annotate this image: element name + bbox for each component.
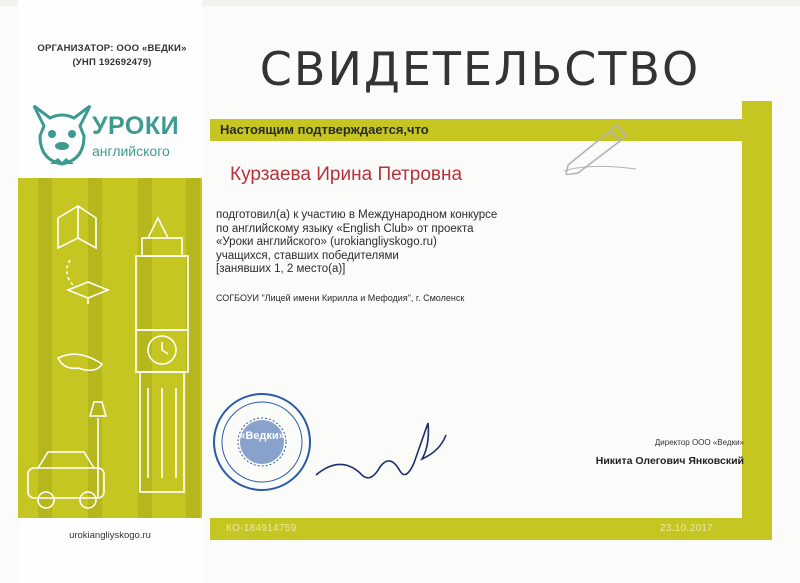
recipient-name: Курзаева Ирина Петровна	[230, 164, 463, 185]
certificate-title: СВИДЕТЕЛЬСТВО	[259, 42, 701, 96]
body-line: по английскому языку «English Club» от проекта	[216, 222, 474, 235]
decorative-panel	[18, 178, 202, 518]
left-website: urokiangliyskogo.ru	[69, 530, 151, 541]
london-illustration	[18, 178, 202, 518]
logo-wordmark: УРОКИ	[92, 112, 180, 140]
pencil-icon	[560, 115, 640, 175]
signature	[310, 415, 450, 495]
confirm-text: Настоящим подтверждается,что	[220, 122, 429, 137]
official-stamp	[211, 391, 313, 493]
book-icon	[58, 206, 96, 248]
organizer-info	[22, 42, 202, 70]
right-accent-panel	[742, 101, 772, 518]
organizer-line-2: (УНП 192692479)	[72, 57, 152, 68]
school-name: СОГБОУИ "Лицей имени Кирилла и Мефодия", г. Смоленск	[216, 293, 465, 303]
director-title: Директор ООО «Ведки»	[654, 438, 744, 447]
organizer-line-1: ОРГАНИЗАТОР: ООО «ВЕДКИ»	[37, 43, 187, 54]
director-name: Никита Олегович Янковский	[595, 455, 744, 467]
body-line: учащихся, ставших победителями	[216, 249, 399, 262]
certificate-id: КО-184914759	[226, 523, 297, 534]
stamp-center-text: «Ведки»	[239, 430, 285, 442]
certificate-body	[216, 209, 497, 277]
logo-subtitle: английского	[92, 143, 170, 159]
body-line: подготовил(а) к участию в Международном конкурсе	[216, 209, 498, 221]
certificate-date: 23.10.2017	[660, 523, 714, 534]
body-line: [занявших 1, 2 место(а)]	[216, 263, 346, 275]
body-line: «Уроки английского» (urokiangliyskogo.ru)	[216, 236, 437, 248]
